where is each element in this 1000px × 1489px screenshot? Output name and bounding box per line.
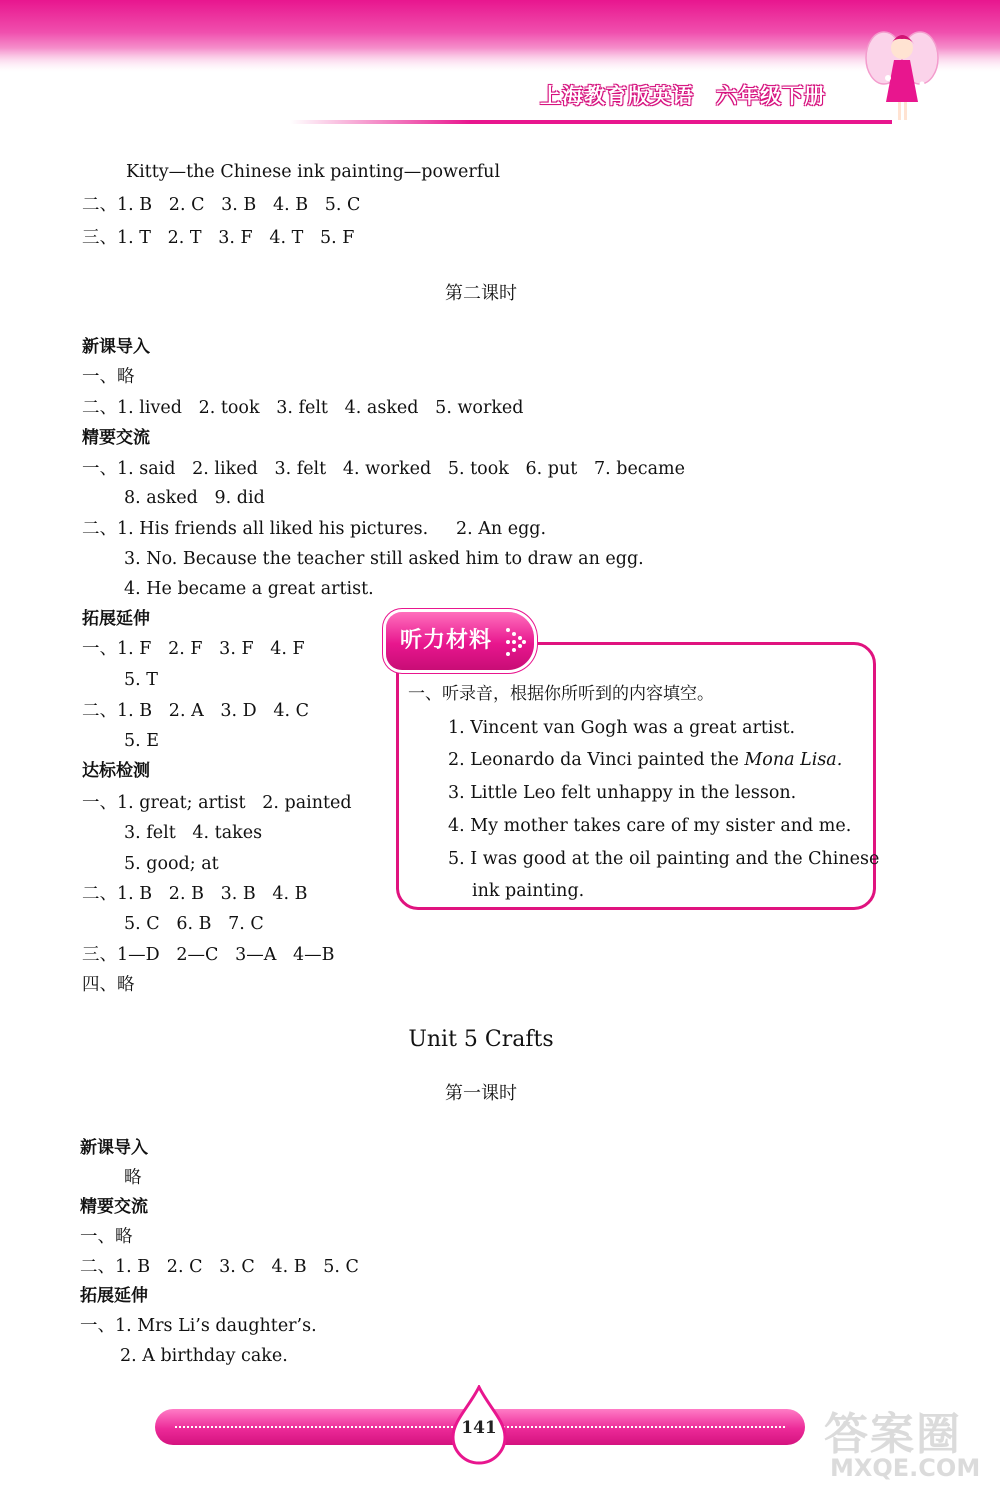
watermark: [820, 1398, 996, 1486]
section-heading: 拓展延伸: [82, 609, 150, 629]
answer-line: Kitty—the Chinese ink painting—powerful: [126, 162, 501, 182]
unit-title: Unit 5 Crafts: [408, 1027, 554, 1052]
listening-material-label: 听力材料: [400, 628, 493, 653]
answer-line: 一、1. F 2. F 3. F 4. F: [82, 639, 305, 659]
listening-item-text: 2. Leonardo da Vinci painted the: [448, 750, 745, 770]
lesson-title: 第二课时: [445, 283, 517, 304]
header-publisher: 上海教育版英语: [540, 84, 694, 108]
header-rule: [290, 120, 892, 124]
listening-item: 3. Little Leo felt unhappy in the lesson.: [448, 783, 797, 803]
page-number: 141: [461, 1418, 497, 1438]
answer-line: 一、1. great; artist 2. painted: [82, 793, 352, 813]
watermark-en: MXQE.COM: [830, 1454, 981, 1482]
answer-line: 2. A birthday cake.: [120, 1346, 288, 1366]
listening-item: [448, 747, 842, 773]
dots-arrow-icon: [504, 626, 528, 656]
answer-line: 二、1. His friends all liked his pictures. 2. An egg.: [82, 519, 547, 539]
header-band: [0, 0, 1000, 72]
section-heading: 精要交流: [80, 1197, 148, 1217]
answer-line: 略: [124, 1168, 142, 1188]
answer-line: 一、略: [82, 367, 135, 387]
answer-line: 一、1. said 2. liked 3. felt 4. worked 5. took 6. put 7. became: [82, 459, 685, 479]
answer-line: 5. T: [124, 670, 158, 690]
listening-item: ink painting.: [472, 881, 585, 901]
answer-line: 3. felt 4. takes: [124, 823, 263, 843]
answer-line: 二、1. B 2. C 3. C 4. B 5. C: [80, 1257, 359, 1277]
answer-line: 二、1. B 2. B 3. B 4. B: [82, 884, 308, 904]
answer-line: 四、略: [82, 975, 135, 995]
answer-line: 5. C 6. B 7. C: [124, 914, 264, 934]
answer-line: 4. He became a great artist.: [124, 579, 374, 599]
answer-line: 3. No. Because the teacher still asked him to draw an egg.: [124, 549, 644, 569]
answer-line: 5. good; at: [124, 854, 219, 874]
answer-line: 二、1. B 2. C 3. B 4. B 5. C: [82, 195, 361, 215]
section-heading: 新课导入: [82, 337, 150, 357]
section-heading: 达标检测: [82, 761, 150, 781]
answer-line: 一、1. Mrs Li’s daughter’s.: [80, 1316, 317, 1336]
listening-item: 4. My mother takes care of my sister and me.: [448, 816, 852, 836]
listening-instruction: 一、听录音，根据你所听到的内容填空。: [408, 684, 714, 704]
fairy-icon: [862, 18, 942, 130]
listening-item: 1. Vincent van Gogh was a great artist.: [448, 718, 796, 738]
answer-line: 二、1. B 2. A 3. D 4. C: [82, 701, 310, 721]
listening-item-title: Mona Lisa.: [744, 750, 843, 770]
answer-line: 5. E: [124, 731, 160, 751]
header-title: [540, 80, 848, 114]
listening-material-tab: [386, 612, 534, 670]
lesson-title: 第一课时: [445, 1083, 517, 1104]
listening-item: 5. I was good at the oil painting and the Chinese: [448, 849, 880, 869]
answer-line: 8. asked 9. did: [124, 488, 265, 508]
watermark-cn: 答案圈: [824, 1409, 962, 1460]
answer-line: 三、1. T 2. T 3. F 4. T 5. F: [82, 228, 355, 248]
header-grade: 六年级下册: [716, 84, 826, 108]
section-heading: 精要交流: [82, 428, 150, 448]
answer-line: 二、1. lived 2. took 3. felt 4. asked 5. worked: [82, 398, 524, 418]
answer-line: 一、略: [80, 1227, 133, 1247]
header-haze: [0, 48, 1000, 78]
section-heading: 拓展延伸: [80, 1286, 148, 1306]
section-heading: 新课导入: [80, 1138, 148, 1158]
answer-line: 三、1—D 2—C 3—A 4—B: [82, 945, 335, 965]
